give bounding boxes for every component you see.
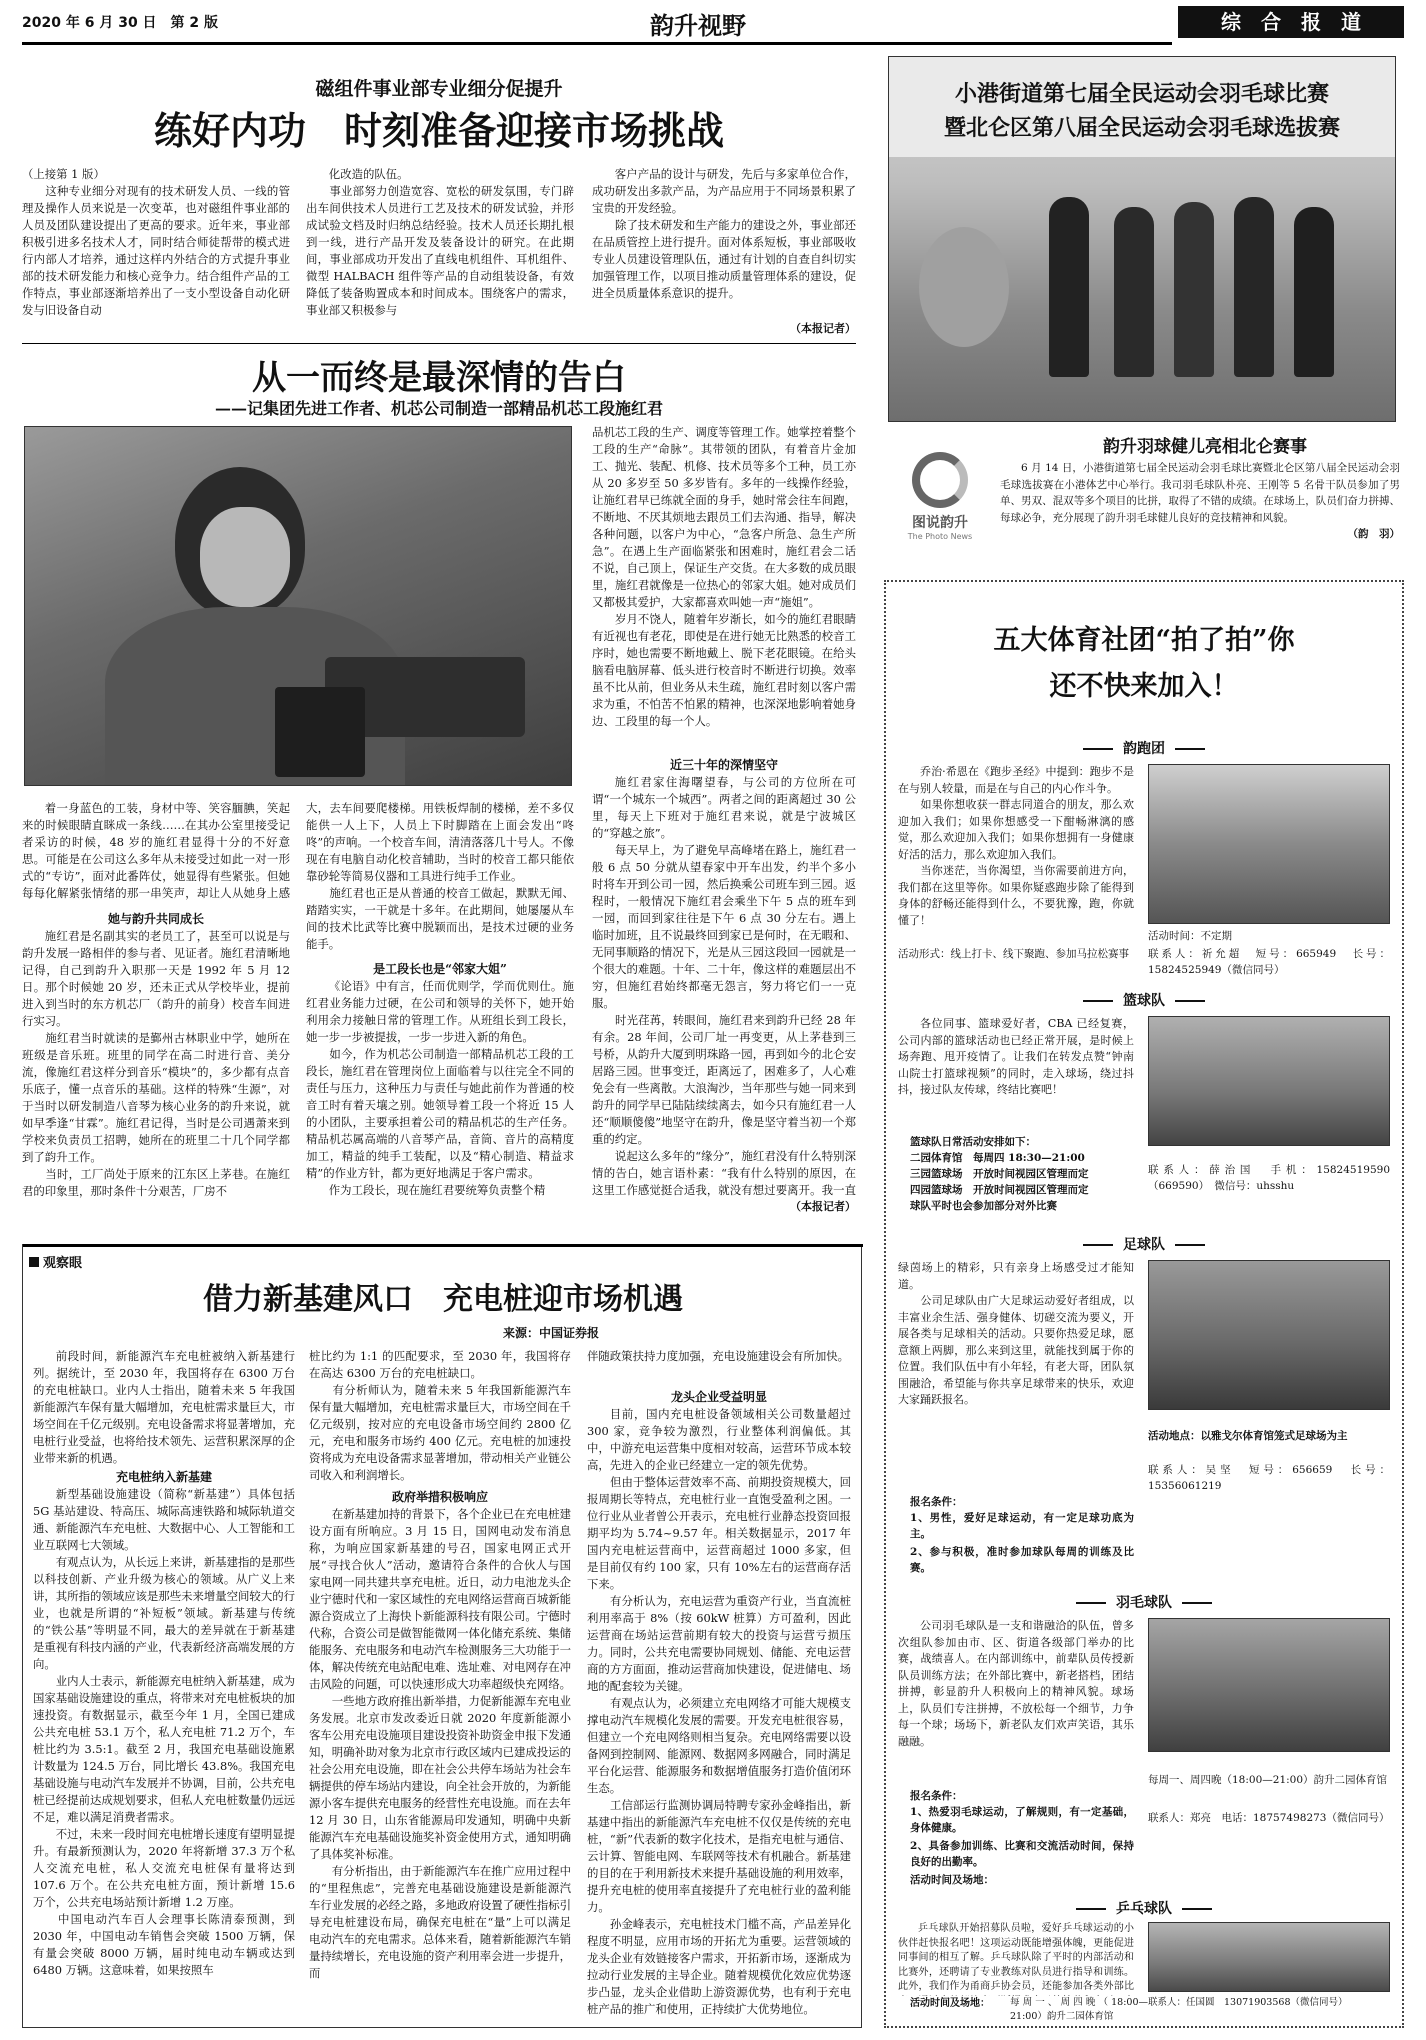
football-place: 活动地点：以雅戈尔体育馆笼式足球场为主	[1148, 1430, 1348, 1442]
football-text: 绿茵场上的精彩，只有亲身上场感受过才能知道。 公司足球队由广大足球运动爱好者组成，以丰富业余生活、强身健体、切磋交流为要义，开展各类与足球相关的活动。只要你热爱足球，愿意额上两脚，那么来到这里，就能找到属于你的位置。我们队伍中有小年轻，有老大哥，团队氛围融洽，希望能与你共享足球带来的快乐，欢迎大家踊跃报名。	[898, 1261, 1134, 1406]
pingpong-text: 乒乓球队开始招募队员啦，爱好乒乓球运动的小伙伴赶快报名吧！这项运动既能增强体魄，更能促进同事间的相互了解。乒乓球队除了平时的内部活动和比赛外，还聘请了专业教练对队员进行指导和训练。此外，我们作为甬商乒协会员，还能参加各类外部比	[898, 1923, 1134, 1992]
pingpong-contact: 联系人：任国圆 13071903568（微信同号）	[1148, 1997, 1348, 2008]
article1-title: 练好内功 时刻准备迎接市场挑战	[153, 109, 724, 153]
basketball-schedule-1: 二园体育馆 每周四 18:30—21:00	[910, 1152, 1085, 1164]
article2-title: 从一而终是最深情的告白	[252, 358, 626, 398]
article2-subtitle: ——记集团先进工作者、机芯公司制造一部精品机芯工段施红君	[214, 399, 663, 418]
photo-caption-title: 韵升羽球健儿亮相北仑赛事	[1103, 437, 1307, 457]
badminton-time: 活动时间及场地：	[910, 1874, 994, 1886]
article3-c3a: 伴随政策扶持力度加强，充电设施建设会有所加快。	[587, 1349, 849, 1363]
badminton-text: 公司羽毛球队是一支和谐融洽的队伍，曾多次组队参加由市、区、街道各级部门举办的比赛，战绩喜人。在内部训练中，前辈队员传授新队员训练方法；在外部比赛中，新老搭档，团结拼搏，彰显韵升人积极向上的精神风貌。球场上，队员们专注拼搏，不放松每一个细节，力争每一个球；场场下，新老队友们欢声笑语，其乐融融。	[898, 1619, 1134, 1748]
football-name: 足球队	[1123, 1237, 1165, 1253]
football-req-2: 2、参与积极，准时参加球队每周的训练及比赛。	[910, 1546, 1134, 1574]
run-club-activity: 活动形式：线上打卡、线下聚跑、参加马拉松赛事	[898, 948, 1129, 960]
badminton-req-1: 1、热爱羽毛球运动，了解规则，有一定基础，身体健康。	[910, 1806, 1134, 1834]
column-tag-square-icon	[29, 1257, 39, 1267]
article1-col1: （上接第 1 版） 这种专业细分对现有的技术研发人员、一线的管理及操作人员来说是一次变革，也对磁组件事业部的人员及团队建设提出了更高的要求。近年来，事业部积极引进多名技术人才，同时结合师徒帮带的模式进行内部人才培养，通过这样内外结合的方式提升事业部的技术研发能力和核心竞争力。结合组件产品的工作特点，事业部逐渐培养出了一支小型设备自动化研发与旧设备自动	[22, 167, 290, 317]
pingpong-photo-icon	[1148, 1922, 1390, 1992]
clubs-title-line1: 五大体育社团“拍了拍”你	[993, 625, 1295, 656]
article2-col-b1: 着一身蓝色的工装，身材中等、笑容腼腆，笑起来的时候眼睛直眯成一条线……在其办公室里接受记者采访的时候，48 岁的施红君显得十分的不好意思。可能是在公司这么多年从未接受过如此一对一形式的“专访”，面对此番阵仗，她显得有些紧张。但她每每化解紧张情绪的那一串笑声，却让人从她身上感	[22, 801, 290, 900]
badminton-req-2: 2、具备参加训练、比赛和交流活动时间，保持良好的出勤率。	[910, 1840, 1134, 1868]
article3-title: 借力新基建风口 充电桩迎市场机遇	[203, 1282, 683, 1317]
article3-c2b: 在新基建加持的背景下，各个企业已在充电桩建设方面有所响应。3 月 15 日，国网电动发布消息称，为响应国家新基建的号召，国家电网正式开展“寻找合伙人”活动，邀请符合条件的合伙人与国家电网一同共建共享充电桩。近日，动力电池龙头企业宁德时代和一家区域性的充电网络运营商百城新能源合资成立了上海快卜新能源科技有限公司。宁德时代称，合资公司是做智能微网一体化储充系统、集储能服务、充电服务和电动汽车检测服务三大功能于一体，解决传统充电站配电难、选址难、对电网存在冲击风险的问题，可以快速形成大功率超级快充网络。 一些地方政府推出新举措，力促新能源车充电业务发展。北京市发改委近日就 2020 年度新能源小客车公用充电设施项目建设投资补助资金申报下发通知，明确补助对象为北京市行政区域内已建成投运的社会公用充电设施，即在社会公共停车场站为社会车辆提供的停车场站内建设，向全社会开放的，为新能源小客车提供充电服务的经营性充电设施。而在去年 12 月 30 日，山东省能源局印发通知，明确中央新能源汽车充电基础设施奖补资金使用方式，通知明确了具体奖补标准。 有分析指出，由于新能源汽车在推广应用过程中的“里程焦虑”，完善充电基础设施建设是新能源汽车行业发展的必经之路，多地政府设置了硬性指标引导充电桩建设布局，确保充电桩在“量”上可以满足电动汽车的充电需求。总体来看，随着新能源汽车销量持续增长，充电设施的资产利用率会进一步提升，而	[309, 1507, 571, 1980]
article3-c3-sub: 龙头企业受益明显	[670, 1390, 767, 1404]
article-charging-piles	[22, 1244, 862, 2028]
pingpong-time-val: 每周一、周四晚（18:00—21:00）韵升二园体育馆	[1010, 1997, 1148, 2022]
pingpong-name: 乒乓球队	[1116, 1901, 1172, 1917]
article2-sub-b1: 她与韵升共同成长	[107, 912, 204, 926]
basketball-schedule-4: 球队平时也会参加部分对外比赛	[910, 1200, 1057, 1212]
badminton-team-photo-icon	[888, 56, 1396, 422]
badminton-heading	[886, 1592, 1402, 1612]
football-contact: 联系人：吴坚 短号：656659 长号：15356061219	[1148, 1464, 1390, 1492]
article3-c2-sub: 政府举措积极响应	[391, 1490, 488, 1504]
article1-col2: 化改造的队伍。 事业部努力创造宽容、宽松的研发氛围，专门辟出车间供技术人员进行工艺及技术的研发试验，并形成试验文档及时归纳总结经验。技术人员还长期扎根到一线，进行产品开发及装备设计的研究。在此期间，事业部成功开发出了直线电机组件、耳机组件、微型 HALBACH 组件等产品的自动组装设备，有效降低了装备购置成本和时间成本。围绕客户的需求，事业部又积极参与	[306, 167, 574, 317]
basketball-name: 篮球队	[1123, 993, 1165, 1009]
football-heading	[886, 1234, 1402, 1254]
article2-col-b2: 大，去车间要爬楼梯。用铁板焊制的楼梯，差不多仅能供一人上下，人员上下时脚踏在上面会发出“咚咚”的声响。一个校音车间，清清落落几十号人。不像现在有电脑自动化校音辅助，当时的校音工都只能依靠砂轮等简易仪器和工具进行纯手工作业。 施红君也正是从普通的校音工做起，默默无闻、踏踏实实，一干就是十多年。在此期间，她屡屡从车间的技术比武等比赛中脱颖而出，是技术过硬的业务能手。	[306, 801, 574, 951]
football-req-title: 报名条件：	[910, 1496, 963, 1508]
run-club-contact: 联系人：祈允超 短号：665949 长号：15824525949（微信同号）	[1148, 948, 1390, 976]
header-rule	[22, 42, 1172, 45]
article-shi-hongjun	[22, 346, 856, 1216]
paper-name: 韵升视野	[650, 11, 746, 40]
article2-col-b2b: 《论语》中有言，任而优则学，学而优则仕。施红君业务能力过硬，在公司和领导的关怀下，她开始利用余力接触日常的管理工作。从班组长到工段长，她一步一步被提拔，一步一步进入新的角色。 如今，作为机芯公司制造一部精品机芯工段的工段长，施红君在管理岗位上面临着与以往完全不同的责任与压力，这种压力与责任与她此前作为普通的校音工时有着天壤之别。她领导着工段一个将近 15 人的小团队，主要承担着公司的精品机芯的生产任务。精品机芯属高端的八音琴产品，音筒、音片的高精度加工，精益的纯手工装配，以及“精心制造、精益求精”的作业方针，都为更好地满足于客户需求。 作为工段长，现在施红君要统筹负责整个精	[306, 979, 574, 1197]
column-tag	[29, 1252, 82, 1271]
article2-byline: （本报记者）	[790, 1200, 856, 1213]
pingpong-heading	[886, 1898, 1402, 1918]
article2-col-b1b: 施红君是名副其实的老员工了，甚至可以说是与韵升发展一路相伴的参与者、见证者。施红君清晰地记得，自己到韵升入职那一天是 1992 年 5 月 12 日。那个时候她 20 岁，还未正式从学校毕业，提前进入到当时的东方机芯厂（韵升的前身）校音车间进行实习。 施红君当时就读的是鄞州古林职业中学，她所在班级是音乐班。班里的同学在高二时进行音、美分流，像施红君这样分到音乐“模块”的，多少都有点音乐底子，懂一点音乐的基础。这样的特殊“生源”，对于当时以研发制造八音琴为核心业务的韵升来说，就如早季逢“甘霖”。施红君记得，当时是公司遇萧来到学校来负责员工招聘，她所在的班里二十几个同学都到了韵升工作。 当时，工厂尚处于原来的江东区上茅巷。在施红君的印象里，那时条件十分艰苦，厂房不	[22, 929, 290, 1198]
basketball-contact: 联系人：薛治国 手机：15824519590（669590） 微信号：uhsshu	[1148, 1164, 1390, 1192]
football-photo-icon	[1148, 1260, 1390, 1410]
pingpong-time: 活动时间及场地：	[910, 1998, 990, 2009]
article2-sub-right: 近三十年的深情坚守	[669, 758, 778, 772]
photo-news-badminton	[880, 52, 1404, 564]
run-club-heading	[886, 738, 1402, 758]
article2-sub-b2: 是工段长也是“邻家大姐”	[373, 962, 507, 976]
logo-sub: The Photo News	[907, 532, 973, 541]
badminton-time-val: 每周一、周四晚（18:00—21:00）韵升二园体育馆	[1148, 1774, 1388, 1786]
badminton-req-title: 报名条件：	[910, 1790, 963, 1802]
football-req-1: 1、男性，爱好足球运动，有一定足球功底为主。	[910, 1512, 1134, 1540]
run-club-time: 活动时间：不定期	[1148, 930, 1232, 942]
basketball-schedule-3: 四园篮球场 开放时间视园区管理而定	[910, 1184, 1089, 1196]
badminton-photo-icon	[1148, 1618, 1390, 1752]
article1-kicker: 磁组件事业部专业细分促提升	[315, 78, 563, 100]
badminton-contact: 联系人：郑亮 电话：18757498273（微信同号）	[1148, 1812, 1390, 1824]
basketball-photo-icon	[1148, 1016, 1390, 1146]
running-photo-icon	[1148, 764, 1390, 924]
badminton-name: 羽毛球队	[1116, 1595, 1172, 1611]
photo-news-logo	[890, 452, 990, 552]
run-club-name: 韵跑团	[1123, 741, 1165, 757]
banner-line2: 暨北仑区第八届全民运动会羽毛球选拔赛	[943, 116, 1340, 141]
article1-byline: （本报记者）	[790, 322, 856, 335]
basketball-schedule-title: 篮球队日常活动安排如下：	[910, 1136, 1036, 1148]
clubs-title-line2: 还不快来加入！	[1049, 671, 1239, 702]
basketball-text: 各位同事、篮球爱好者，CBA 已经复赛，公司内部的篮球活动也已经正常开展，是时候上场奔跑、甩开疫情了。让我们在转发点赞“钟南山院士打篮球视频”的同时，走入球场，绕过抖抖，接过队友传球，终结比赛吧！	[898, 1017, 1134, 1096]
article3-c2a: 桩比约为 1:1 的匹配要求，至 2030 年，我国将存在高达 6300 万台的充电桩缺口。 有分析师认为，随着未来 5 年我国新能源汽车保有量大幅增加，充电桩需求量巨大，市场空间在千亿元级别，按对应的充电设备市场空间约 2800 亿元，充电和服务市场约 400 亿元。充电桩的加速投资将成为充电设备需求显著增加，带动相关产业链公司收入和利润增长。	[309, 1349, 571, 1482]
article3-c1-sub: 充电桩纳入新基建	[115, 1470, 212, 1484]
logo-text: 图说韵升	[912, 515, 968, 531]
photo-caption: 6 月 14 日，小港街道第七届全民运动会羽毛球比赛暨北仑区第八届全民运动会羽毛球选拔赛在小港体艺中心举行。我司羽毛球队朴亮、王刚等 5 名骨干队员参加了男单、男双、混双等多个项目的比拼，取得了不错的成绩。在球场上，队员们奋力拼搏、每球必争，充分展现了韵升羽毛球健儿良好的竞技精神和风貌。	[1000, 462, 1400, 524]
camera-aperture-icon	[912, 452, 968, 508]
sports-clubs-box	[884, 580, 1404, 2028]
article2-right-mid: 施红君家住海曙望春，与公司的方位所在可谓“一个城东一个城西”。两者之间的距离超过 30 公里，每天上下班对于施红君来说，就是宁波城区的“穿越之旅”。 每天早上，为了避免早高峰堵在路上，施红君一般 6 点 50 分就从望春家中开车出发，约半个多小时将车开到公司一园，然后换乘公司班车到三园。返程时，一般情况下施红君会乘坐下午 5 点的班车到一园，而回到家往往是下午 6 点 30 分左右。遇上临时加班，且不说最终回到家已是何时，在无暇和、无同事顺路的情况下，光是从三园这段回一园就是一个很大的难题。十年、二十年，像这样的难题层出不穷，但施红君始终都毫无怨言，努力将它们一一克服。 时光荏苒，转眼间，施红君来到韵升已经 28 年有余。28 年间，公司厂址一再变更，从上茅巷到三号桥，从韵升大厦到明珠路一园，再到如今的北仑安居路三园。世事变迁，距离远了，困难多了，人心难免会有一些离散。大浪淘沙，当年那些与她一同来到韵升的同学早已陆陆续续离去，如今只有施红君一人还“顺顺傻傻”地坚守在韵升，像是坚守着当初一个郑重的约定。 说起这么多年的“缘分”，施红君没有什么特别深情的告白，她言语朴素：“我有什么特别的原因，在这里工作感觉挺合适我，就没有想过要离开。我一直	[592, 775, 856, 1197]
basketball-schedule-2: 三园篮球场 开放时间视园区管理而定	[910, 1168, 1089, 1180]
banner-line1: 小港街道第七届全民运动会羽毛球比赛	[954, 82, 1329, 107]
article3-c1b: 新型基础设施建设（简称“新基建”）具体包括 5G 基站建设、特高压、城际高速铁路和城际轨道交通、新能源汽车充电桩、大数据中心、人工智能和工业互联网七大领域。 有观点认为，从长远上来讲，新基建指的是那些以科技创新、产业升级为核心的领域。从广义上来讲，其所指的领域应该是那些未来增量空间较大的行业，也就是所谓的“补短板”领域。新基建与传统的“铁公基”等明显不同，最大的差异就在于新基建是重视有科技内涵的产业，代表新经济高端发展的方向。 业内人士表示，新能源充电桩纳入新基建，成为国家基础设施建设的重点，将带来对充电桩板块的加速投资。有数据显示，截至今年 1 月，全国已建成公共充电桩 53.1 万个，私人充电桩 71.2 万个，车桩比约为 3.5:1。截至 2 月，我国充电基础设施累计数量为 124.5 万台，同比增长 43.8%。我国充电基础设施与电动汽车发展并不协调，目前，公共充电桩已经提前达成规划要求，但私人充电桩数量仍远远不足，难以满足消费者需求。 不过，未来一段时间充电桩增长速度有望明显提升。有最新预测认为，2020 年将新增 37.3 万个私人交流充电桩，私人交流充电桩保有量将达到 107.6 万个。在公共充电桩方面，预计新增 15.6 万个，公共充电场站预计新增 1.2 万座。 中国电动汽车百人会理事长陈清泰预测，到 2030 年，中国电动车销售会突破 1500 万辆，保有量会突破 8000 万辆，届时纯电动车辆或达到 6480 万辆。这意味着，如果按照车	[33, 1487, 295, 1977]
article2-right-top: 品机芯工段的生产、调度等管理工作。她掌控着整个工段的生产“命脉”。其带领的团队，有着音片金加工、抛光、装配、机修、技术员等多个工种，员工亦从 20 多岁至 50 多岁皆有。多年的一线操作经验，让施红君早已练就全面的身手，她时常会往车间跑，不断地、不厌其烦地去跟员工们去沟通、指导，解决各种问题，以客户为中心，“急客户所急、急生产所急”。在遇上生产面临紧张和困难时，施红君会二话不说，自己顶上，保证生产交货。在大多数的成员眼里，施红君就像是一位热心的邻家大姐。她对成员们又都极其爱护，大家都喜欢叫她一声“施姐”。 岁月不饶人，随着年岁渐长，如今的施红君眼睛有近视也有老花，即使是在进行她无比熟悉的校音工序时，她也需要不断地戴上、脱下老花眼镜。在给头脑看电脑屏幕、低头进行校音时不断进行切换。效率虽不比从前，但业务从未生疏，施红君时刻以客户需求为重，不怕苦不怕累的精神，也深深地影响着她身边、工段里的每一个人。	[592, 425, 856, 728]
divider	[22, 343, 856, 344]
article1-col3: 客户产品的设计与研发，先后与多家单位合作，成功研发出多款产品，为产品应用于不同场景积累了宝贵的开发经验。 除了技术研发和生产能力的建设之外，事业部还在品质管控上进行提升。面对体系短板，事业部吸收专业人员建设管理队伍，通过有计划的自查自纠切实加强管理工作，以项目推动质量管理体系的建设，促进全员质量体系意识的提升。	[592, 167, 856, 300]
date-edition: 2020 年 6 月 30 日 第 2 版	[22, 15, 219, 31]
article-magnetic-components	[22, 56, 856, 356]
basketball-heading	[886, 990, 1402, 1010]
masthead	[0, 0, 1426, 46]
article3-c1a: 前段时间，新能源汽车充电桩被纳入新基建行列。据统计，至 2030 年，我国将存在 6300 万台的充电桩缺口。业内人士指出，随着未来 5 年我国新能源汽车保有量大幅增加，充电桩需求量巨大，市场空间在千亿元级别。充电设备需求将显著增加，充电桩行业受益，也将给技术领先、运营积累深厚的企业带来新的机遇。	[33, 1349, 295, 1464]
article3-source: 来源：中国证券报	[503, 1326, 600, 1340]
column-tag-label: 观察眼	[43, 1256, 83, 1271]
run-club-text: 乔治·希恩在《跑步圣经》中提到：跑步不是在与别人较量，而是在与自己的内心作斗争。 如果你想收获一群志同道合的朋友，那么欢迎加入我们；如果你想感受一下酣畅淋漓的感觉，那么欢迎加入我们；如果你想拥有一身健康好活的活力，那么欢迎加入我们。 当你迷茫，当你渴望，当你需要前进方向，我们都在这里等你。如果你疑惑跑步除了能得到身体的舒畅还能得到什么，不要犹豫，跑，你就懂了！	[898, 765, 1134, 927]
photo-caption-byline: （韵 羽）	[1347, 528, 1400, 540]
worker-photo-icon	[24, 426, 572, 786]
section-label: 综 合 报 道	[1178, 6, 1404, 38]
article3-c3b: 目前，国内充电桩设备领域相关公司数量超过 300 家，竞争较为激烈，行业整体利润偏低。其中，中游充电运营集中度相对较高，运营环节成本较高，先进入的企业已经建立一定的领先优势。 但由于整体运营效率不高、前期投资规模大，回报周期长等特点，充电桩行业一直饱受盈利之困。一位行业从业者曾公开表示，充电桩行业静态投资回报期平均为 5.74~9.57 年。相关数据显示，2017 年国内充电桩运营商中，运营商超过 1000 多家，但是目前仅有约 100 家，只有 10%左右的运营商存活下来。 有分析认为，充电运营为重资产行业，当直流桩利用率高于 8%（按 60kW 桩算）方可盈利，因此运营商在场站运营前期有较大的投资与运营亏损压力。同时，公共充电需要协同规划、储能、充电运营商的方方面面，推动运营商加快建设，促进储电、场地的配套较为关键。 有观点认为，必须建立充电网络才可能大规模支撑电动汽车规模化发展的需要。开发充电桩很容易，但建立一个充电网络则相当复杂。充电网络需要以设备网到控制网、能源网、数据网多网融合，同时满足平台化运营、能源服务和数据增值服务打造价值闭环生态。 工信部运行监测协调局特聘专家孙金峰指出，新基建中指出的新能源汽车充电桩不仅仅是传统的充电桩，“新”代表新的数字化技术，是指充电桩与通信、云计算、智能电网、车联网等技术有机融合。新基建的目的在于利用新技术来提升基础设施的利用效率，提升充电桩的使用率直接提升了充电桩行业的盈利能力。 孙金峰表示，充电桩技术门槛不高，产品差异化程度不明显，应用市场的开拓尤为重要。运营领域的龙头企业有效链接客户需求，开拓新市场，逐渐成为拉动行业发展的主导企业。随着规模优化效应优势逐步凸显，龙头企业借助上游资源优势，也有利于充电桩产品的推广和使用，正持续扩大优势地位。	[587, 1407, 851, 2016]
